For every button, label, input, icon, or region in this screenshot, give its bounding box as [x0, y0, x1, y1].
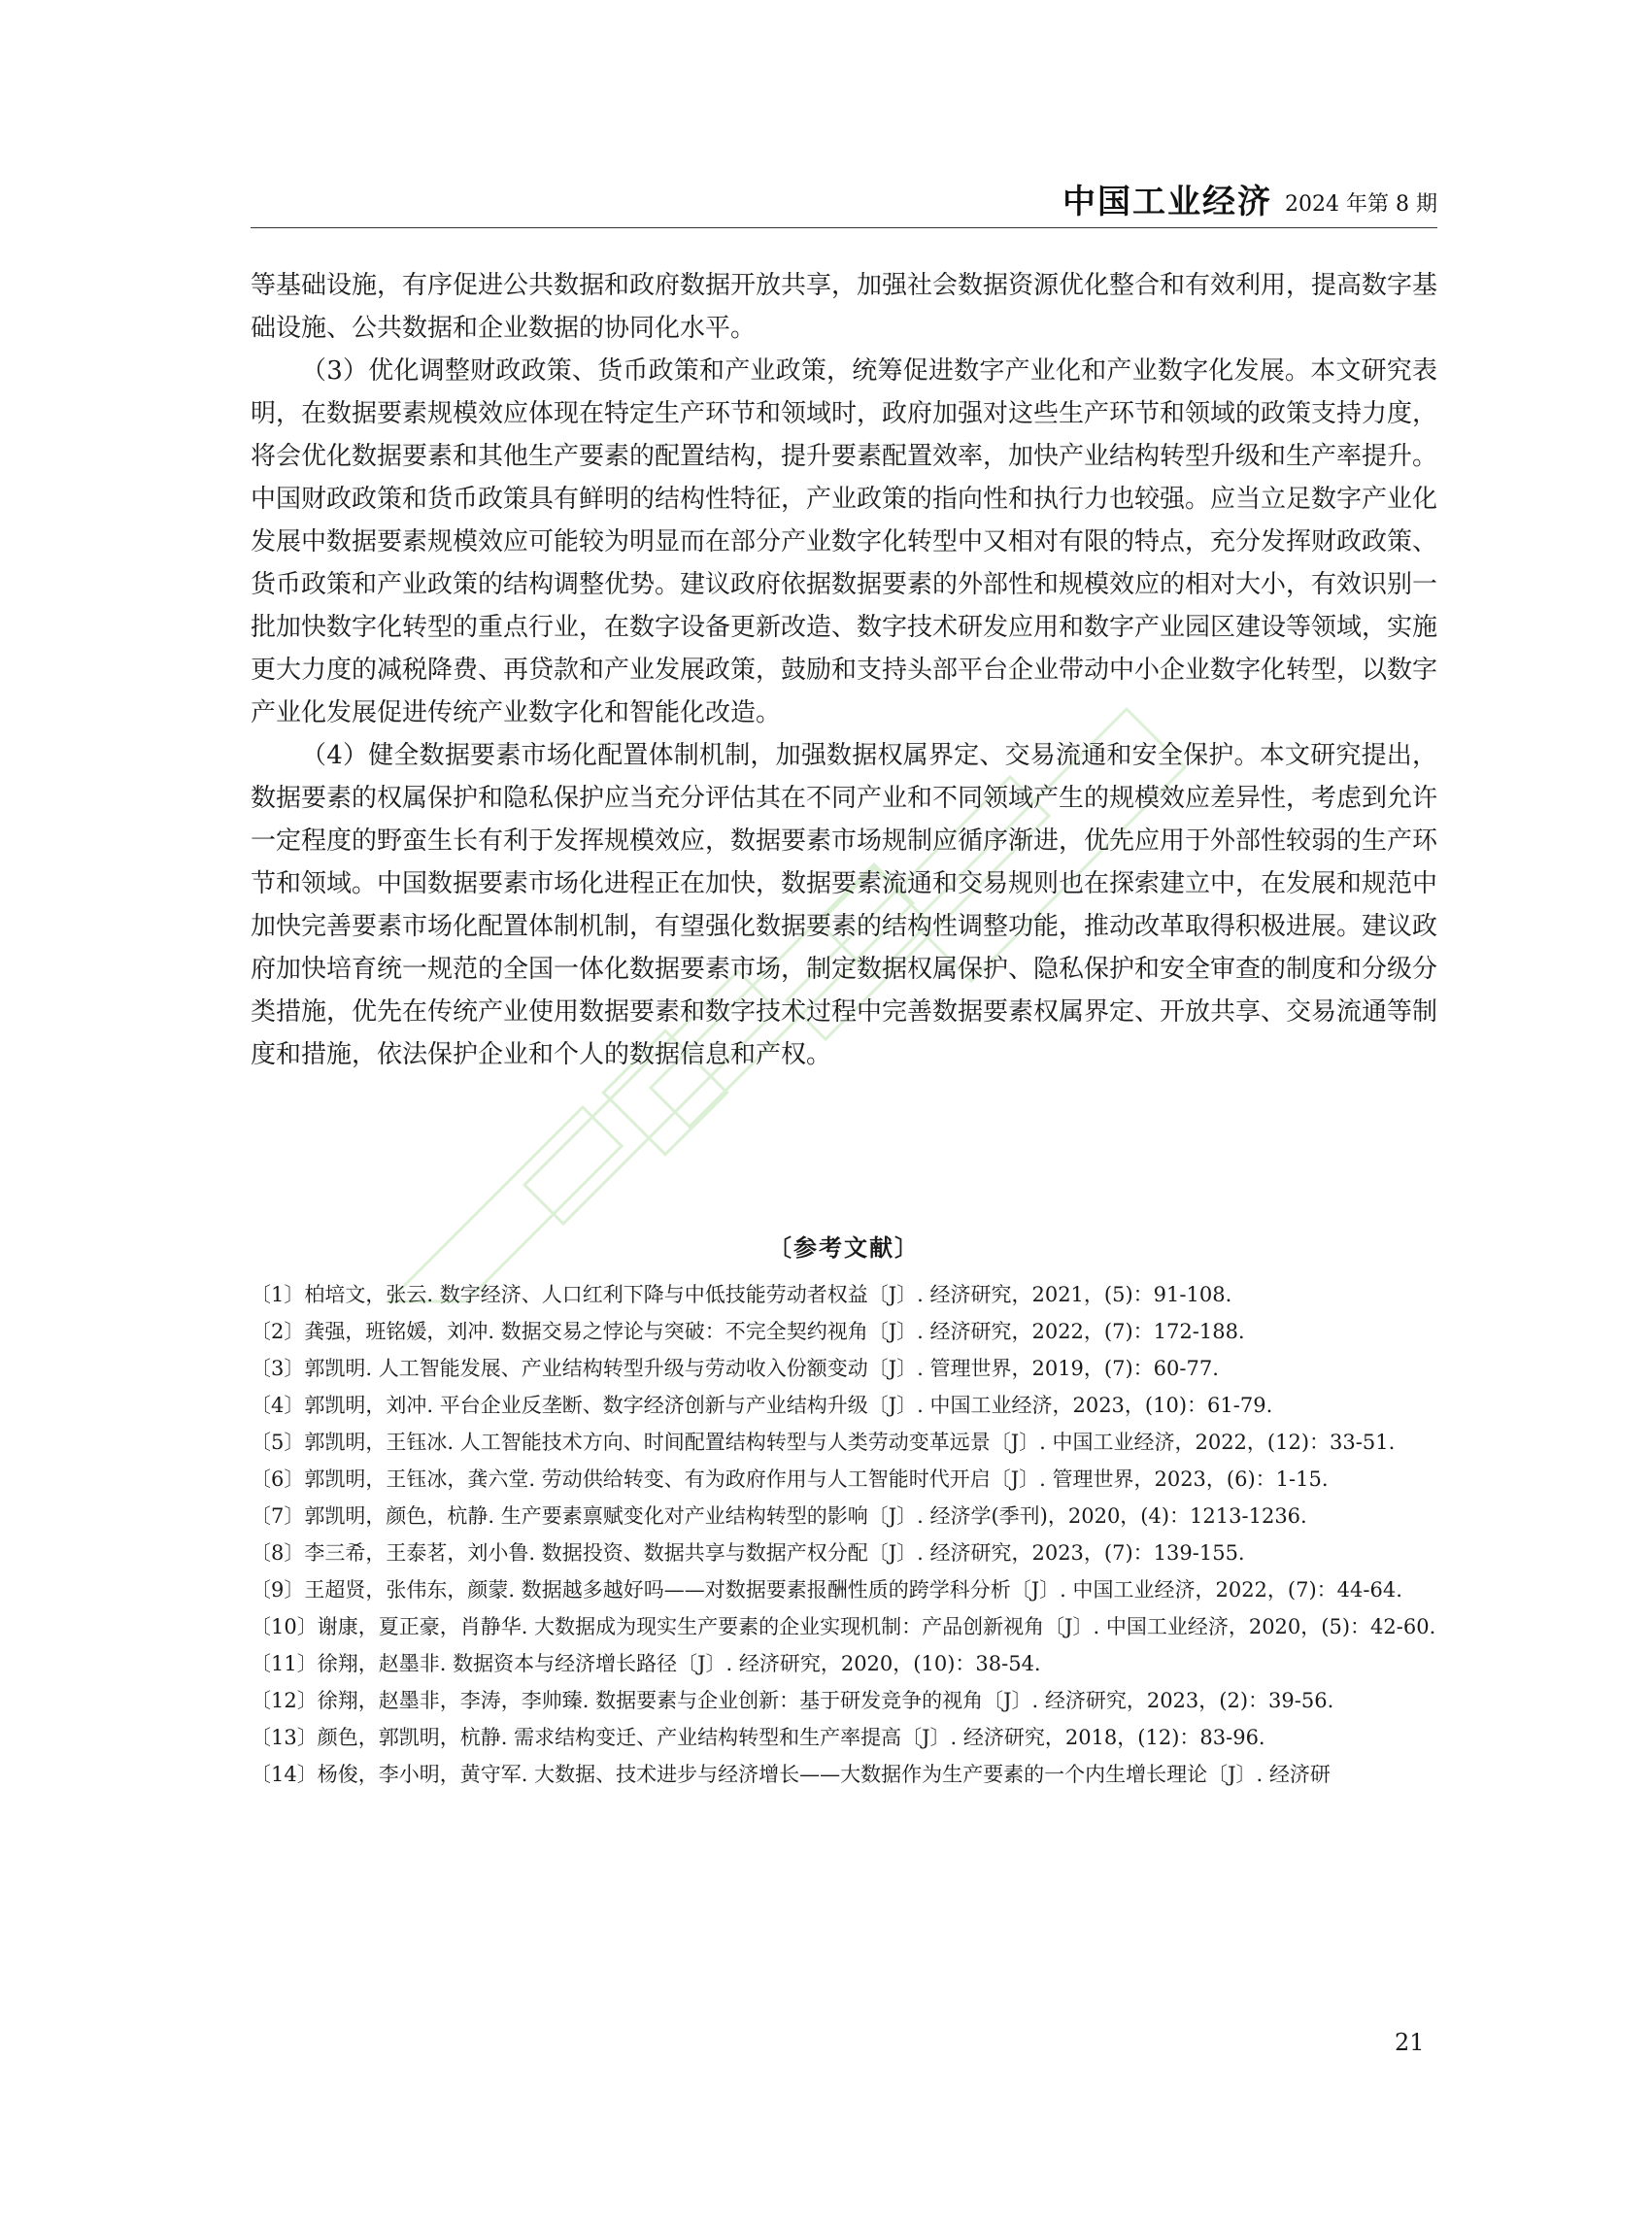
reference-item: 〔14〕杨俊，李小明，黄守军. 大数据、技术进步与经济增长——大数据作为生产要素的一个内生增长理论〔J〕. 经济研 — [251, 1763, 1331, 1786]
body-paragraph: （3）优化调整财政政策、货币政策和产业政策，统筹促进数字产业化和产业数字化发展。本文研究表明，在数据要素规模效应体现在特定生产环节和领域时，政府加强对这些生产环节和领域的政策支持力度，将会优化数据要素和其他生产要素的配置结构，提升要素配置效率，加快产业结构转型升级和生产率提升。中国财政政策和货币政策具有鲜明的结构性特征，产业政策的指向性和执行力也较强。应当立足数字产业化发展中数据要素规模效应可能较为明显而在部分产业数字化转型中又相对有限的特点，充分发挥财政政策、货币政策和产业政策的结构调整优势。建议政府依据数据要素的外部性和规模效应的相对大小，有效识别一批加快数字化转型的重点行业，在数字设备更新改造、数字技术研发应用和数字产业园区建设等领域，实施更大力度的减税降费、再贷款和产业发展政策，鼓励和支持头部平台企业带动中小企业数字化转型，以数字产业化发展促进传统产业数字化和智能化改造。 — [251, 356, 1438, 727]
running-header — [251, 183, 1437, 228]
reference-item: 〔2〕龚强，班铭媛，刘冲. 数据交易之悖论与突破：不完全契约视角〔J〕. 经济研究，2022，(7)：172-188. — [251, 1320, 1245, 1343]
reference-item: 〔13〕颜色，郭凯明，杭静. 需求结构变迁、产业结构转型和生产率提高〔J〕. 经济研究，2018，(12)：83-96. — [251, 1726, 1265, 1749]
reference-item: 〔1〕柏培文，张云. 数字经济、人口红利下降与中低技能劳动者权益〔J〕. 经济研究，2021，(5)：91-108. — [251, 1283, 1232, 1306]
body-paragraph: 等基础设施，有序促进公共数据和政府数据开放共享，加强社会数据资源优化整合和有效利用，提高数字基础设施、公共数据和企业数据的协同化水平。 — [251, 271, 1438, 343]
reference-item: 〔6〕郭凯明，王钰冰，龚六堂. 劳动供给转变、有为政府作用与人工智能时代开启〔J〕. 管理世界，2023，(6)：1-15. — [251, 1467, 1329, 1491]
reference-item: 〔8〕李三希，王泰茗，刘小鲁. 数据投资、数据共享与数据产权分配〔J〕. 经济研究，2023，(7)：139-155. — [251, 1541, 1245, 1565]
journal-name: 中国工业经济 — [1062, 183, 1272, 221]
body-text — [251, 264, 1437, 1076]
references-heading: 〔参考文献〕 — [768, 1234, 920, 1262]
reference-item: 〔3〕郭凯明. 人工智能发展、产业结构转型升级与劳动收入份额变动〔J〕. 管理世界，2019，(7)：60-77. — [251, 1357, 1219, 1380]
reference-item: 〔7〕郭凯明，颜色，杭静. 生产要素禀赋变化对产业结构转型的影响〔J〕. 经济学(季刊)，2020，(4)：1213-1236. — [251, 1504, 1307, 1528]
issue-label: 2024 年第 8 期 — [1285, 192, 1437, 217]
page-number: 21 — [1395, 2029, 1425, 2056]
reference-item: 〔12〕徐翔，赵墨非，李涛，李帅臻. 数据要素与企业创新：基于研发竞争的视角〔J〕. 经济研究，2023，(2)：39-56. — [251, 1689, 1334, 1712]
body-paragraph: （4）健全数据要素市场化配置体制机制，加强数据权属界定、交易流通和安全保护。本文研究提出，数据要素的权属保护和隐私保护应当充分评估其在不同产业和不同领域产生的规模效应差异性，考虑到允许一定程度的野蛮生长有利于发挥规模效应，数据要素市场规制应循序渐进，优先应用于外部性较弱的生产环节和领域。中国数据要素市场化进程正在加快，数据要素流通和交易规则也在探索建立中，在发展和规范中加快完善要素市场化配置体制机制，有望强化数据要素的结构性调整功能，推动改革取得积极进展。建议政府加快培育统一规范的全国一体化数据要素市场，制定数据权属保护、隐私保护和安全审查的制度和分级分类措施，优先在传统产业使用数据要素和数字技术过程中完善数据要素权属界定、开放共享、交易流通等制度和措施，依法保护企业和个人的数据信息和产权。 — [251, 741, 1438, 1069]
reference-item: 〔9〕王超贤，张伟东，颜蒙. 数据越多越好吗——对数据要素报酬性质的跨学科分析〔J〕. 中国工业经济，2022，(7)：44-64. — [251, 1578, 1402, 1602]
reference-item: 〔5〕郭凯明，王钰冰. 人工智能技术方向、时间配置结构转型与人类劳动变革远景〔J〕. 中国工业经济，2022，(12)：33-51. — [251, 1431, 1396, 1454]
reference-item: 〔4〕郭凯明，刘冲. 平台企业反垄断、数字经济创新与产业结构升级〔J〕. 中国工业经济，2023，(10)：61-79. — [251, 1394, 1273, 1417]
references-list — [251, 1276, 1437, 1793]
reference-item: 〔10〕谢康，夏正豪，肖静华. 大数据成为现实生产要素的企业实现机制：产品创新视角〔J〕. 中国工业经济，2020，(5)：42-60. — [251, 1615, 1436, 1638]
reference-item: 〔11〕徐翔，赵墨非. 数据资本与经济增长路径〔J〕. 经济研究，2020，(10)：38-54. — [251, 1652, 1041, 1675]
